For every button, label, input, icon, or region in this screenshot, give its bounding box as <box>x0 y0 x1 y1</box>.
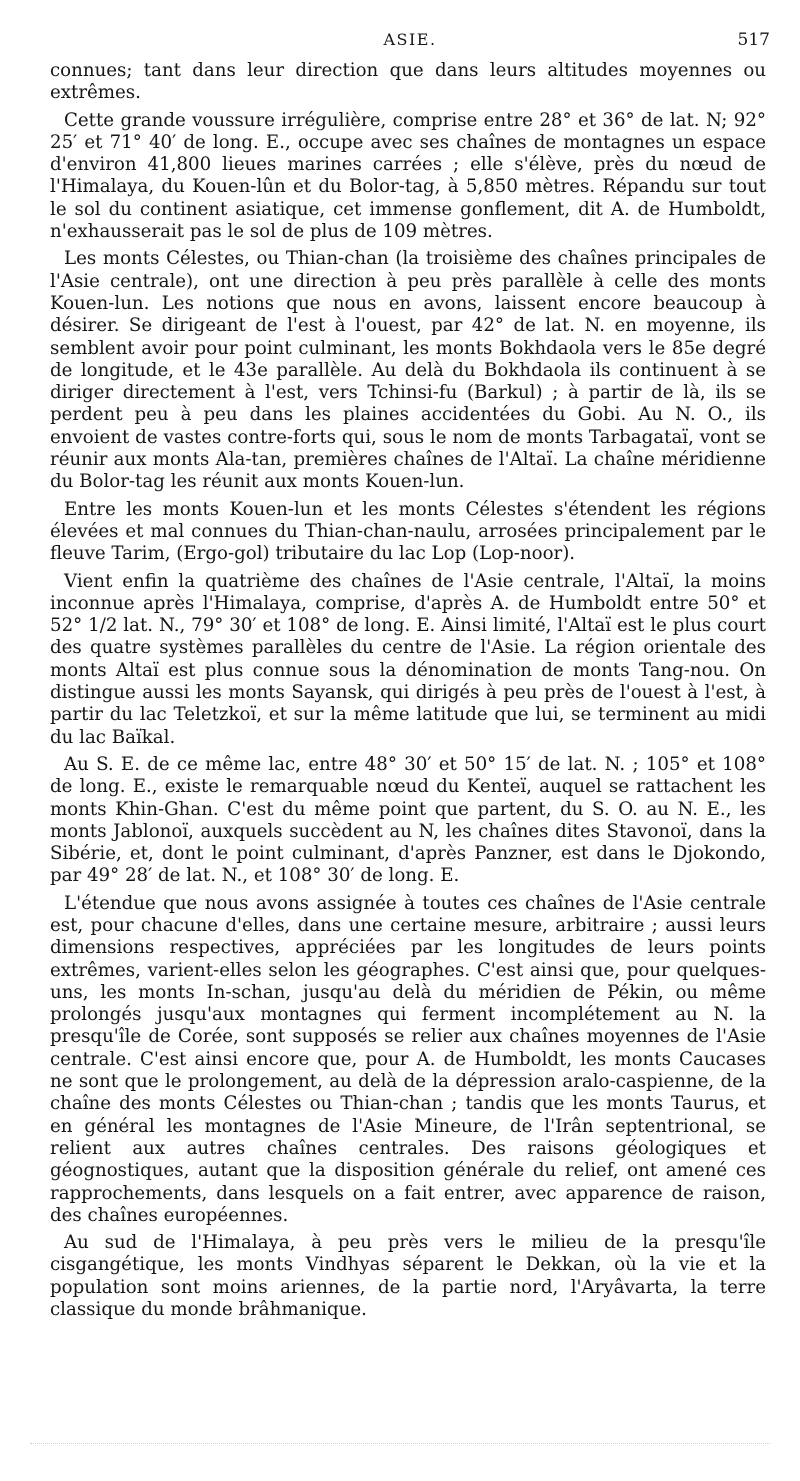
paragraph-chain-extent: L'étendue que nous avons assignée à toutes ces chaînes de l'Asie centrale est, pour chacune d'elles, dans une certaine mesure, arbitraire ; aussi leurs dimensions respectives, appréciées par les longitudes de leurs points extrêmes, varient-elles selon les géographes. C'est ainsi que, pour quelques-uns, les monts In-schan, jusqu'au delà du méridien de Pékin, ou même prolongés jusqu'aux montagnes qui ferment incomplétement au N. la presqu'île de Corée, sont supposés se relier aux chaînes moyennes de l'Asie centrale. C'est ainsi encore que, pour A. de Humboldt, les monts Caucases ne sont que le prolongement, au delà de la dépression aralo-caspienne, de la chaîne des monts Célestes ou Thian-chan ; tandis que les monts Taurus, et en général les montagnes de l'Asie Mineure, de l'Irân septentrional, se relient aux autres chaînes centrales. Des raisons géologiques et géognostiques, autant que la disposition générale du relief, ont amené ces rapprochements, dans lesquels on a fait entrer, avec apparence de raison, des chaînes européennes. <box>50 892 766 1226</box>
paragraph-vindhyas: Au sud de l'Himalaya, à peu près vers le milieu de la presqu'île cisgangétique, les monts Vindhyas séparent le Dekkan, où la vie et la population sont moins ariennes, de la partie nord, l'Aryâvarta, la terre classique du monde brâhmanique. <box>50 1232 766 1321</box>
body-text <box>50 60 766 1326</box>
running-title: ASIE. <box>383 30 437 49</box>
running-head <box>50 30 770 58</box>
paragraph-great-voussure: Cette grande voussure irrégulière, comprise entre 28° et 36° de lat. N; 92° 25′ et 71° 40′ de long. E., occupe avec ses chaînes de montagnes un espace d'environ 41,800 lieues marines carrées ; elle s'élève, près du nœud de l'Himalaya, du Kouen-lûn et du Bolor-tag, à 5,850 mètres. Répandu sur tout le sol du continent asiatique, cet immense gonflement, dit A. de Humboldt, n'exhausserait pas le sol de plus de 109 mètres. <box>50 109 766 243</box>
paragraph-altai: Vient enfin la quatrième des chaînes de l'Asie centrale, l'Altaï, la moins inconnue après l'Himalaya, comprise, d'après A. de Humboldt entre 50° et 52° 1/2 lat. N., 79° 30′ et 108° de long. E. Ainsi limité, l'Altaï est le plus court des quatre systèmes parallèles du centre de l'Asie. La région orientale des monts Altaï est plus connue sous la dénomination de monts Tang-nou. On distingue aussi les monts Sayansk, qui dirigés à peu près de l'ouest à l'est, à partir du lac Teletzkoï, et sur la même latitude que lui, se terminent au midi du lac Baïkal. <box>50 570 766 748</box>
paragraph-monts-celestes: Les monts Célestes, ou Thian-chan (la troisième des chaînes principales de l'Asie centrale), ont une direction à peu près parallèle à celle des monts Kouen-lun. Les notions que nous en avons, laissent encore beaucoup à désirer. Se dirigeant de l'est à l'ouest, par 42° de lat. N. en moyenne, ils semblent avoir pour point culminant, les monts Bokhdaola vers le 85e degré de longitude, et le 43e parallèle. Au delà du Bokhdaola ils continuent à se diriger directement à l'est, vers Tchinsi-fu (Barkul) ; à partir de là, ils se perdent peu à peu dans les plaines accidentées du Gobi. Au N. O., ils envoient de vastes contre-forts qui, sous le nom de monts Tarbagataï, vont se réunir aux monts Ala-tan, premières chaînes de l'Altaï. La chaîne méridienne du Bolor-tag les réunit aux monts Kouen-lun. <box>50 248 766 493</box>
paragraph-continuation: connues; tant dans leur direction que dans leurs altitudes moyennes ou extrêmes. <box>50 60 766 104</box>
footer-divider <box>30 1443 770 1447</box>
page-number: 517 <box>737 30 770 50</box>
paragraph-kentei: Au S. E. de ce même lac, entre 48° 30′ et 50° 15′ de lat. N. ; 105° et 108° de long. E., existe le remarquable nœud du Kenteï, auquel se rattachent les monts Khin-Ghan. C'est du même point que partent, du S. O. au N. E., les monts Jablonoï, auxquels succèdent au N, les chaînes dites Stavonoï, dans la Sibérie, et, dont le point culminant, d'après Panzner, est dans le Djokondo, par 49° 28′ de lat. N., et 108° 30′ de long. E. <box>50 753 766 887</box>
paragraph-tarim-region: Entre les monts Kouen-lun et les monts Célestes s'étendent les régions élevées et mal connues du Thian-chan-naulu, arrosées principalement par le fleuve Tarim, (Ergo-gol) tributaire du lac Lop (Lop-noor). <box>50 498 766 565</box>
